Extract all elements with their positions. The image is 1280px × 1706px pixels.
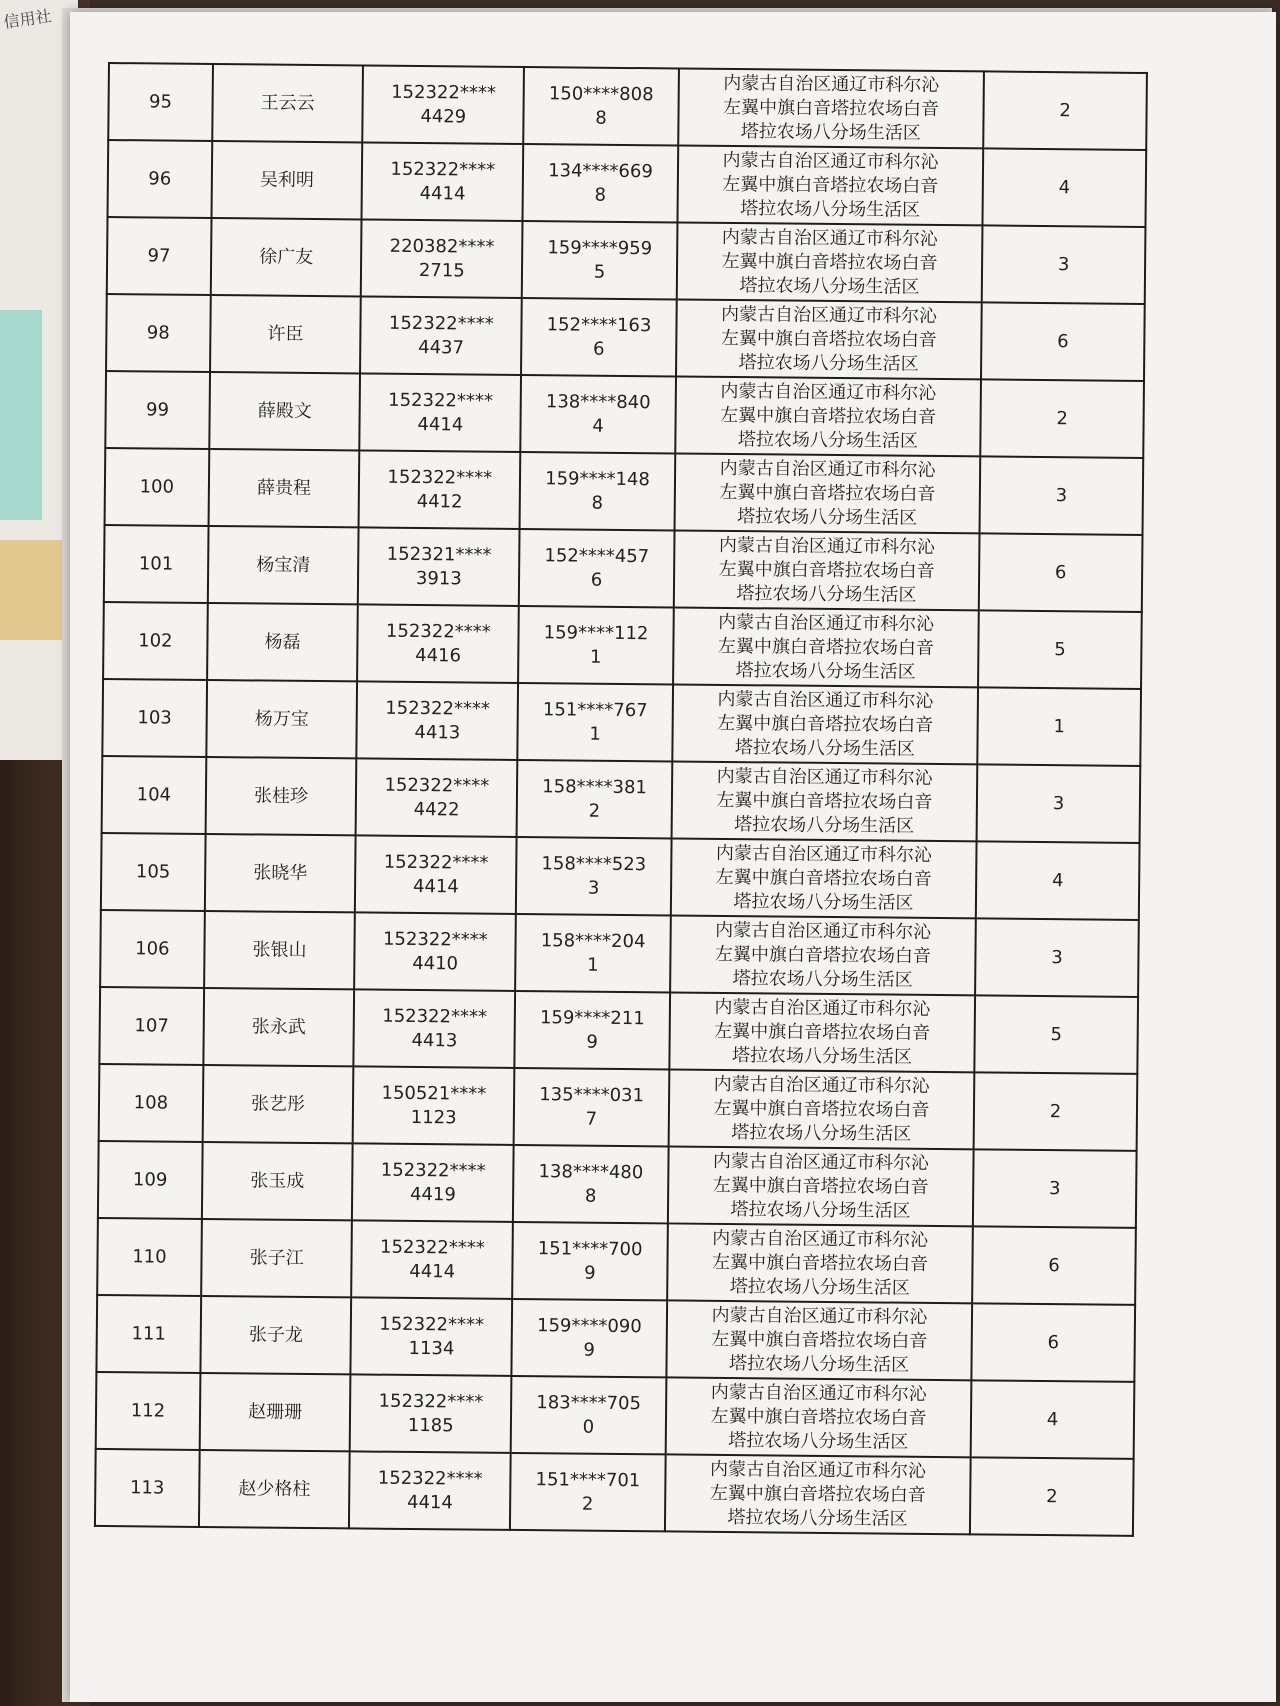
id-number-line: 3913 (415, 567, 462, 589)
address-line: 左翼中旗白音塔拉农场白音 (720, 404, 937, 428)
name-cell: 吴利明 (211, 141, 362, 219)
row-number-cell: 95 (108, 63, 213, 141)
address-line: 内蒙古自治区通辽市科尔沁 (713, 1073, 930, 1097)
table-row (99, 1064, 1138, 1151)
name-cell: 薛贵程 (208, 449, 359, 527)
folder-edge (0, 540, 70, 640)
id-number-line: 4429 (420, 105, 467, 127)
address-line: 塔拉农场八分场生活区 (736, 582, 917, 606)
phone-line: 9 (584, 1262, 596, 1284)
address-line: 塔拉农场八分场生活区 (739, 274, 920, 298)
id-number-line: 152322**** (387, 466, 493, 489)
phone-cell (520, 375, 675, 453)
address-line: 左翼中旗白音塔拉农场白音 (722, 173, 939, 197)
table-row (107, 217, 1146, 304)
id-number-cell (360, 373, 522, 452)
name-cell: 张子龙 (200, 1296, 351, 1374)
address-line: 左翼中旗白音塔拉农场白音 (709, 1482, 926, 1506)
address-cell (673, 607, 979, 687)
id-number-line: 1185 (407, 1414, 454, 1436)
id-number-line: 152322**** (384, 774, 490, 797)
phone-line: 159****211 (539, 1006, 645, 1029)
household-count-cell: 4 (983, 148, 1147, 227)
row-number-cell: 111 (96, 1295, 201, 1373)
table-row (96, 1295, 1135, 1382)
id-number-line: 152322**** (385, 697, 491, 720)
id-number-line: 4414 (409, 1260, 456, 1282)
phone-line: 1 (590, 646, 602, 668)
phone-line: 8 (594, 184, 607, 206)
address-line: 左翼中旗白音塔拉农场白音 (721, 250, 938, 274)
id-number-line: 152322**** (390, 158, 496, 181)
household-count-cell: 4 (971, 1380, 1135, 1459)
id-number-cell (355, 835, 517, 914)
phone-line: 159****148 (545, 467, 650, 490)
address-cell (672, 684, 978, 764)
table-row (104, 525, 1143, 612)
household-count-cell: 3 (977, 764, 1141, 843)
roster-table (94, 62, 1148, 1537)
address-line: 内蒙古自治区通辽市科尔沁 (714, 996, 931, 1020)
phone-line: 158****523 (541, 852, 647, 875)
address-line: 左翼中旗白音塔拉农场白音 (713, 1097, 930, 1121)
address-line: 塔拉农场八分场生活区 (740, 120, 921, 144)
address-cell (671, 838, 977, 918)
id-number-cell (359, 450, 521, 529)
row-number-cell: 106 (100, 910, 205, 988)
id-number-cell (357, 604, 519, 683)
row-number-cell: 104 (102, 756, 207, 834)
id-number-cell (352, 1143, 514, 1222)
address-cell (675, 376, 981, 456)
table-row (97, 1218, 1136, 1305)
phone-line: 7 (585, 1108, 598, 1130)
phone-cell (512, 1222, 667, 1300)
address-line: 塔拉农场八分场生活区 (730, 1198, 911, 1222)
address-line: 塔拉农场八分场生活区 (731, 1121, 912, 1145)
phone-line: 138****840 (545, 390, 651, 413)
address-cell (671, 761, 977, 841)
phone-line: 8 (595, 107, 607, 129)
address-line: 内蒙古自治区通辽市科尔沁 (716, 765, 933, 789)
table-row (108, 63, 1147, 150)
row-number-cell: 97 (107, 217, 212, 295)
name-cell: 杨万宝 (206, 680, 357, 758)
address-line: 左翼中旗白音塔拉农场白音 (710, 1405, 927, 1429)
phone-line: 6 (592, 338, 605, 360)
row-number-cell: 99 (105, 371, 210, 449)
household-count-cell: 3 (975, 918, 1139, 997)
row-number-cell: 96 (108, 140, 213, 218)
phone-cell (514, 1068, 669, 1146)
address-line: 塔拉农场八分场生活区 (735, 659, 916, 683)
table-row (105, 371, 1144, 458)
address-cell (677, 222, 983, 302)
phone-cell (515, 991, 670, 1069)
table-row (105, 448, 1144, 535)
id-number-line: 1134 (408, 1337, 455, 1359)
table-row (100, 910, 1139, 997)
address-line: 塔拉农场八分场生活区 (734, 813, 915, 837)
phone-line: 159****959 (547, 236, 653, 259)
id-number-cell (361, 219, 523, 298)
phone-line: 8 (584, 1185, 597, 1207)
row-number-cell: 112 (96, 1372, 201, 1450)
phone-cell (510, 1453, 665, 1531)
phone-cell (513, 1145, 668, 1223)
address-line: 内蒙古自治区通辽市科尔沁 (718, 611, 935, 635)
id-number-line: 152322**** (378, 1390, 484, 1413)
phone-cell (521, 298, 676, 376)
name-cell: 徐广友 (211, 218, 362, 296)
address-cell (667, 1223, 973, 1303)
name-cell: 张银山 (204, 911, 355, 989)
household-count-cell: 5 (978, 610, 1142, 689)
phone-cell (519, 529, 674, 607)
name-cell: 赵珊珊 (199, 1373, 350, 1451)
phone-line: 5 (593, 261, 606, 283)
row-number-cell: 102 (103, 602, 208, 680)
address-cell (670, 915, 976, 995)
phone-line: 1 (589, 723, 601, 745)
phone-cell (511, 1376, 666, 1454)
address-cell (677, 145, 983, 225)
phone-line: 2 (581, 1493, 594, 1515)
household-count-cell: 2 (983, 71, 1147, 150)
id-number-line: 4414 (417, 413, 464, 435)
id-number-line: 4414 (412, 875, 459, 897)
row-number-cell: 107 (99, 987, 204, 1065)
address-line: 内蒙古自治区通辽市科尔沁 (721, 303, 938, 327)
household-count-cell: 2 (980, 379, 1144, 458)
id-number-cell (353, 1066, 515, 1145)
phone-line: 1 (587, 954, 599, 976)
address-line: 塔拉农场八分场生活区 (727, 1506, 908, 1530)
id-number-cell (357, 681, 519, 760)
phone-cell (518, 683, 673, 761)
id-number-cell (358, 527, 520, 606)
id-number-cell (363, 65, 525, 144)
address-cell (678, 68, 984, 148)
name-cell: 张桂珍 (205, 757, 356, 835)
row-number-cell: 105 (101, 833, 206, 911)
address-line: 左翼中旗白音塔拉农场白音 (717, 635, 935, 659)
address-line: 塔拉农场八分场生活区 (737, 428, 919, 452)
id-number-line: 4419 (409, 1183, 456, 1205)
row-number-cell: 101 (104, 525, 209, 603)
address-line: 左翼中旗白音塔拉农场白音 (715, 866, 932, 890)
household-count-cell: 6 (979, 533, 1143, 612)
phone-cell (520, 452, 675, 530)
phone-cell (522, 221, 677, 299)
name-cell: 张艺彤 (202, 1065, 353, 1143)
table-row (95, 1449, 1134, 1536)
address-line: 内蒙古自治区通辽市科尔沁 (721, 226, 938, 250)
phone-line: 2 (588, 800, 601, 822)
address-line: 塔拉农场八分场生活区 (728, 1352, 910, 1376)
address-line: 内蒙古自治区通辽市科尔沁 (717, 688, 934, 712)
address-line: 塔拉农场八分场生活区 (734, 736, 916, 760)
phone-line: 138****480 (538, 1160, 644, 1183)
address-line: 左翼中旗白音塔拉农场白音 (717, 712, 934, 736)
address-line: 内蒙古自治区通辽市科尔沁 (715, 919, 932, 943)
row-number-cell: 100 (105, 448, 210, 526)
name-cell: 张子江 (201, 1219, 352, 1297)
name-cell: 王云云 (212, 64, 363, 142)
address-line: 左翼中旗白音塔拉农场白音 (711, 1328, 928, 1352)
table-row (98, 1141, 1137, 1228)
phone-line: 3 (587, 877, 600, 899)
address-cell (674, 530, 980, 610)
phone-line: 6 (590, 569, 603, 591)
row-number-cell: 103 (102, 679, 207, 757)
household-count-cell: 2 (974, 1072, 1138, 1151)
address-line: 左翼中旗白音塔拉农场白音 (720, 327, 937, 351)
address-cell (668, 1069, 974, 1149)
address-line: 左翼中旗白音塔拉农场白音 (716, 789, 933, 813)
table-row (101, 833, 1140, 920)
id-number-line: 152321**** (386, 543, 492, 566)
address-cell (676, 299, 982, 379)
id-number-line: 4410 (412, 952, 459, 974)
address-line: 左翼中旗白音塔拉农场白音 (714, 943, 932, 967)
phone-line: 134****669 (548, 159, 653, 182)
phone-cell (517, 760, 672, 838)
address-cell (668, 1146, 974, 1226)
roster-table-body (95, 63, 1147, 1536)
id-number-cell (354, 989, 516, 1068)
phone-line: 135****031 (539, 1083, 645, 1106)
phone-line: 158****381 (542, 775, 648, 798)
id-number-line: 4414 (406, 1491, 453, 1513)
address-line: 内蒙古自治区通辽市科尔沁 (723, 72, 940, 96)
address-cell (669, 992, 975, 1072)
household-count-cell: 6 (972, 1303, 1136, 1382)
sticky-note (0, 310, 42, 520)
table-row (103, 602, 1142, 689)
id-number-line: 152322**** (382, 928, 488, 951)
phone-line: 159****112 (543, 621, 649, 644)
household-count-cell: 3 (982, 225, 1146, 304)
name-cell: 薛殿文 (209, 372, 360, 450)
phone-cell (523, 144, 678, 222)
id-number-line: 4416 (415, 644, 462, 666)
id-number-cell (349, 1451, 511, 1530)
row-number-cell: 110 (97, 1218, 202, 1296)
address-line: 塔拉农场八分场生活区 (732, 967, 913, 991)
address-cell (666, 1300, 972, 1380)
phone-line: 152****457 (544, 544, 650, 567)
household-count-cell: 5 (974, 995, 1138, 1074)
id-number-line: 220382**** (389, 235, 495, 258)
id-number-line: 4414 (419, 182, 466, 204)
phone-line: 151****767 (542, 698, 648, 721)
address-line: 左翼中旗白音塔拉农场白音 (719, 481, 936, 505)
address-line: 塔拉农场八分场生活区 (740, 197, 921, 221)
address-line: 左翼中旗白音塔拉农场白音 (718, 558, 935, 582)
name-cell: 杨磊 (207, 603, 358, 681)
address-line: 塔拉农场八分场生活区 (728, 1429, 909, 1453)
address-line: 塔拉农场八分场生活区 (729, 1275, 910, 1299)
phone-line: 9 (583, 1339, 596, 1361)
phone-line: 9 (586, 1031, 598, 1053)
address-cell (666, 1377, 972, 1457)
phone-line: 4 (592, 415, 604, 437)
name-cell: 张晓华 (205, 834, 356, 912)
id-number-cell (350, 1374, 512, 1453)
phone-line: 151****700 (537, 1237, 643, 1260)
table-row (108, 140, 1147, 227)
phone-cell (516, 837, 671, 915)
table-row (99, 987, 1138, 1074)
address-line: 塔拉农场八分场生活区 (733, 890, 914, 914)
address-line: 内蒙古自治区通辽市科尔沁 (712, 1150, 930, 1174)
phone-line: 158****204 (540, 929, 646, 952)
name-cell: 赵少格柱 (199, 1450, 350, 1528)
id-number-line: 1123 (410, 1106, 457, 1128)
row-number-cell: 98 (106, 294, 211, 372)
id-number-line: 152322**** (383, 851, 489, 874)
row-number-cell: 109 (98, 1141, 203, 1219)
household-count-cell: 1 (977, 687, 1141, 766)
household-count-cell: 6 (981, 302, 1145, 381)
id-number-line: 4413 (411, 1029, 458, 1051)
household-count-cell: 3 (980, 456, 1144, 535)
table-row (96, 1372, 1135, 1459)
table-row (106, 294, 1145, 381)
phone-line: 150****808 (548, 82, 654, 105)
id-number-line: 152322**** (379, 1313, 485, 1336)
household-count-cell: 3 (973, 1149, 1137, 1228)
id-number-line: 152322**** (379, 1236, 485, 1259)
phone-cell (515, 914, 670, 992)
id-number-cell (360, 296, 522, 375)
phone-line: 152****163 (546, 313, 652, 336)
address-line: 左翼中旗白音塔拉农场白音 (714, 1020, 931, 1044)
id-number-line: 152322**** (377, 1467, 483, 1490)
phone-line: 8 (591, 492, 604, 514)
id-number-cell (355, 912, 517, 991)
household-count-cell: 2 (970, 1457, 1134, 1536)
address-line: 左翼中旗白音塔拉农场白音 (711, 1251, 929, 1275)
phone-line: 0 (582, 1416, 595, 1438)
id-number-line: 4437 (418, 336, 465, 358)
id-number-line: 150521**** (381, 1082, 487, 1105)
table-row (102, 679, 1141, 766)
row-number-cell: 108 (99, 1064, 204, 1142)
address-line: 内蒙古自治区通辽市科尔沁 (719, 457, 936, 481)
phone-line: 159****090 (536, 1314, 642, 1337)
name-cell: 许臣 (210, 295, 361, 373)
id-number-cell (352, 1220, 514, 1299)
name-cell: 张玉成 (202, 1142, 353, 1220)
id-number-line: 4422 (413, 798, 460, 820)
id-number-line: 152322**** (382, 1005, 488, 1028)
address-line: 左翼中旗白音塔拉农场白音 (722, 96, 940, 120)
address-line: 塔拉农场八分场生活区 (737, 505, 918, 529)
address-line: 内蒙古自治区通辽市科尔沁 (715, 842, 933, 866)
address-line: 内蒙古自治区通辽市科尔沁 (709, 1458, 927, 1482)
address-line: 塔拉农场八分场生活区 (738, 351, 919, 375)
id-number-line: 152322**** (388, 312, 494, 335)
address-cell (665, 1454, 971, 1534)
id-number-line: 4413 (414, 721, 461, 743)
name-cell: 杨宝清 (208, 526, 359, 604)
id-number-line: 152322**** (380, 1159, 486, 1182)
phone-line: 151****701 (535, 1468, 641, 1491)
table-row (102, 756, 1141, 843)
phone-cell (518, 606, 673, 684)
phone-cell (512, 1299, 667, 1377)
address-line: 内蒙古自治区通辽市科尔沁 (718, 534, 935, 558)
address-cell (674, 453, 980, 533)
id-number-line: 152322**** (385, 620, 491, 643)
id-number-line: 4412 (416, 490, 463, 512)
household-count-cell: 6 (972, 1226, 1136, 1305)
id-number-line: 152322**** (388, 389, 494, 412)
id-number-line: 2715 (418, 259, 465, 281)
background-paper-text: 信用社 (2, 6, 53, 32)
address-line: 左翼中旗白音塔拉农场白音 (712, 1174, 929, 1198)
address-line: 内蒙古自治区通辽市科尔沁 (711, 1304, 928, 1328)
address-line: 内蒙古自治区通辽市科尔沁 (722, 149, 939, 173)
phone-line: 183****705 (536, 1391, 642, 1414)
address-line: 内蒙古自治区通辽市科尔沁 (712, 1227, 929, 1251)
household-count-cell: 4 (976, 841, 1140, 920)
id-number-cell (362, 142, 524, 221)
row-number-cell: 113 (95, 1449, 200, 1527)
id-number-cell (351, 1297, 513, 1376)
address-line: 塔拉农场八分场生活区 (731, 1044, 913, 1068)
name-cell: 张永武 (203, 988, 354, 1066)
id-number-line: 152322**** (391, 81, 496, 104)
id-number-cell (356, 758, 518, 837)
address-line: 内蒙古自治区通辽市科尔沁 (720, 380, 937, 404)
address-line: 内蒙古自治区通辽市科尔沁 (710, 1381, 927, 1405)
phone-cell (523, 67, 678, 145)
